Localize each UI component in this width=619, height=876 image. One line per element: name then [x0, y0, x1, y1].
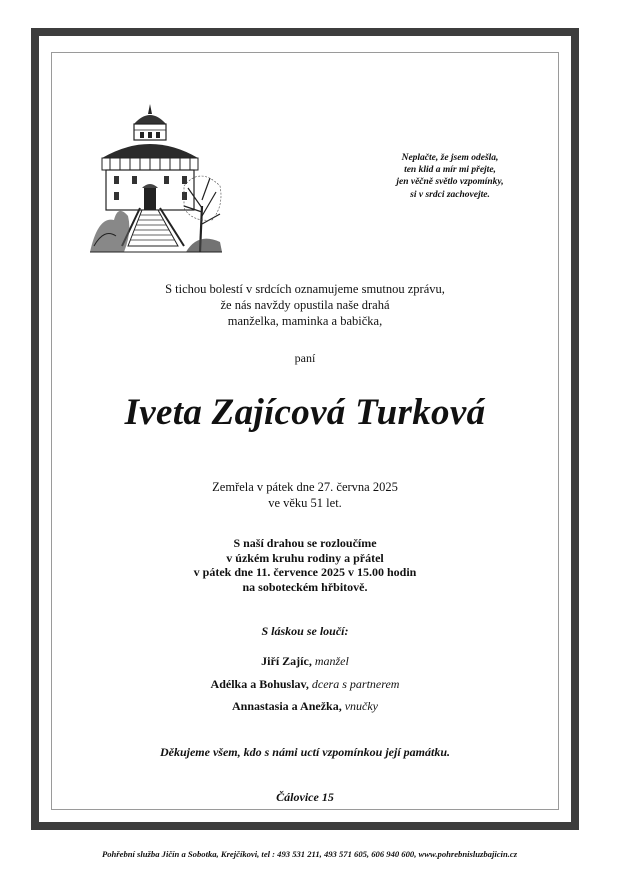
death-info [51, 480, 559, 511]
mourners-heading: S láskou se loučí: [261, 624, 349, 638]
deceased-name: Iveta Zajícová Turková [124, 392, 486, 433]
poem-verse [375, 152, 525, 201]
mourner-relation: dcera s partnerem [311, 676, 400, 691]
honorific-title: paní [294, 351, 316, 365]
mourner-entry [51, 695, 559, 718]
announcement-text [51, 281, 559, 329]
mourner-relation: vnučky [344, 699, 378, 713]
mourner-entry [51, 673, 559, 696]
poem-line: ten klid a mír mi přejte, [404, 165, 496, 176]
mourner-entry [51, 650, 559, 673]
mourner-name: Annastasia a Anežka, [232, 699, 342, 713]
mourner-name: Jiří Zajíc, [261, 654, 312, 668]
mourners-list [51, 650, 559, 718]
funeral-service-footer: Pohřební služba Jičín a Sobotka, Krejčíkovi, tel : 493 531 211, 493 571 605, 606 940 600, www.pohrebnisluzbajicin.cz [101, 849, 518, 859]
farewell-line: na soboteckém hřbitově. [242, 579, 368, 594]
death-info-line: Zemřela v pátek dne 27. června 2025 [212, 480, 398, 494]
poem-line: Neplačte, že jsem odešla, [401, 153, 499, 163]
farewell-info [51, 536, 559, 594]
castle-tower-illustration [88, 96, 224, 254]
address-line: Čálovice 15 [276, 790, 334, 804]
poem-line: jen věčně světlo vzpomínky, [396, 177, 504, 188]
thanks-line: Děkujeme všem, kdo s námi uctí vzpomínkou její památku. [159, 745, 450, 759]
announcement-line: manželka, maminka a babička, [227, 314, 383, 328]
death-info-line: ve věku 51 let. [268, 495, 342, 510]
mourner-name: Adélka a Bohuslav, [210, 676, 309, 691]
farewell-line: v pátek dne 11. července 2025 v 15.00 hodin [193, 565, 417, 579]
farewell-line: v úzkém kruhu rodiny a přátel [226, 550, 384, 565]
announcement-line: S tichou bolestí v srdcích oznamujeme smutnou zprávu, [165, 282, 445, 296]
farewell-line: S naší drahou se rozloučíme [233, 536, 377, 550]
poem-line: si v srdci zachovejte. [410, 189, 490, 200]
announcement-line: že nás navždy opustila naše drahá [220, 298, 390, 312]
mourner-relation: manžel [314, 654, 349, 668]
